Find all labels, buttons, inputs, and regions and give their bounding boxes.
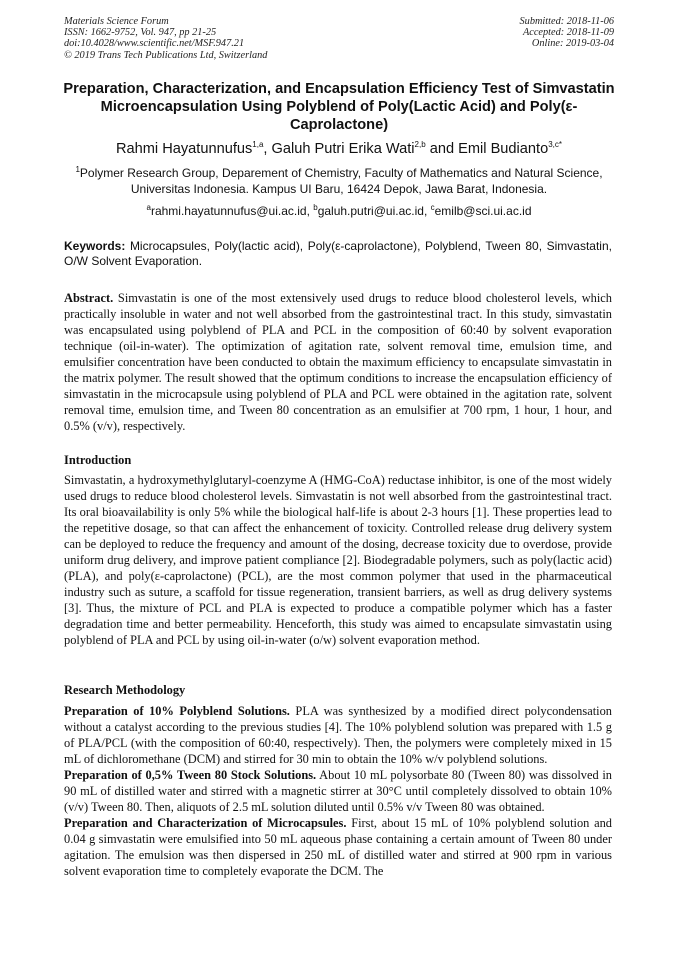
journal-info-line: Materials Science Forum bbox=[64, 16, 169, 27]
paragraph-lead: Preparation of 0,5% Tween 80 Stock Solutions. bbox=[64, 768, 317, 782]
abstract-label: Abstract. bbox=[64, 291, 114, 305]
journal-info bbox=[64, 16, 267, 61]
journal-info-line: doi:10.4028/www.scientific.net/MSF.947.21 bbox=[64, 38, 245, 50]
paragraph-lead: Preparation of 10% Polyblend Solutions. bbox=[64, 704, 290, 718]
paragraph-text: About 10 mL polysorbate 80 (Tween 80) was dissolved in 90 mL of distilled water and stirred with a magnetic stirrer at 30°C until completely dissolved to obtain 10% (v/v) Tween 80. Then, aliquots of 2.5 mL solution diluted until 0.5% v/v Tween 80 was obtained. bbox=[64, 768, 613, 814]
email-mark: b bbox=[313, 203, 318, 212]
abstract bbox=[64, 290, 612, 434]
affiliation-mark: 1 bbox=[75, 165, 80, 174]
methodology-heading: Research Methodology bbox=[64, 683, 186, 697]
paragraph-text: PLA was synthesized by a modified direct polycondensation without a catalyst according to the previous studies [4]. The 10% polyblend solution was prepared with 1.5 g of PLA/PCL (with the composition of 60:40, respectively). Then, the polymers were completely mixed in 15 mL of dichloromethane (DCM) and stirred for 30 min to obtain the 10% w/v polyblend solutions. bbox=[64, 704, 612, 766]
methodology-paragraph bbox=[64, 767, 612, 815]
submitted-date: Submitted: 2018-11-06 bbox=[519, 16, 614, 27]
methodology-body bbox=[64, 703, 612, 879]
email-separator: , bbox=[423, 204, 431, 218]
accepted-date: Accepted: 2018-11-09 bbox=[522, 27, 614, 39]
online-date: Online: 2019-03-04 bbox=[531, 38, 614, 50]
abstract-text: Simvastatin is one of the most extensively used drugs to reduce blood cholesterol levels, which practically insoluble in water and not well absorbed from the gastrointestinal tract. In this study, simvastatin was encapsulated using polyblend of PLA and PCL in the composition of 60:40 by solvent evaporation technique (oil-in-water). The optimization of agitation rate, solvent removal time, emulsion time, and emulsifier concentration have been conducted to obtain the maximum efficiency to encapsulate simvastatin in the matrix polymer. The result showed that the optimum conditions to increase the encapsulation efficiency of simvastatin in the microcapsule using polyblend of PLA and PCL were obtained in the agitation rate, solvent removal time, emulsion time, and Tween 80 concentration as an emulsifier at 700 rpm, 1 hour, 1 hour, and 0.5% (v/v), respectively. bbox=[64, 291, 612, 433]
author-separator: , bbox=[263, 141, 272, 157]
author-separator: and bbox=[425, 141, 459, 157]
paragraph-lead: Preparation and Characterization of Microcapsules. bbox=[64, 816, 347, 830]
affiliation-text: Polymer Research Group, Deparement of Chemistry, Faculty of Mathematics and Natural Science, Universitas Indonesia. Kampus UI Baru, 16424 Depok, Jawa Barat, Indonesia. bbox=[79, 166, 603, 196]
email-link[interactable]: galuh.putri@ui.ac.id bbox=[317, 204, 424, 218]
keywords-label: Keywords: bbox=[64, 239, 126, 253]
email-link[interactable]: rahmi.hayatunnufus@ui.ac.id bbox=[150, 204, 307, 218]
author-name: Rahmi Hayatunnufus bbox=[116, 141, 253, 157]
methodology-paragraph bbox=[64, 815, 612, 879]
keywords-text: Microcapsules, Poly(lactic acid), Poly(ε-caprolactone), Polyblend, Tween 80, Simvastatin, O/W Solvent Evaporation. bbox=[64, 239, 612, 268]
paragraph-text: First, about 15 mL of 10% polyblend solution and 0.04 g simvastatin were emulsified into 50 mL aqueous phase containing a certain amount of Tween 80 under agitation. The emulsion was then dispersed in 250 mL of distilled water and stirred at 900 rpm in various solvent evaporation time to completely evaporate the DCM. The bbox=[64, 816, 612, 878]
email-separator: , bbox=[306, 204, 314, 218]
email-mark: c bbox=[430, 203, 435, 212]
affiliation bbox=[60, 166, 618, 197]
author-emails bbox=[60, 204, 618, 219]
author-affil-mark: 1,a bbox=[252, 140, 264, 150]
email-mark: a bbox=[146, 203, 151, 212]
author-list bbox=[60, 140, 618, 158]
author-affil-mark: 2,b bbox=[414, 140, 426, 150]
keywords bbox=[64, 239, 612, 269]
journal-info-line: ISSN: 1662-9752, Vol. 947, pp 21-25 bbox=[64, 27, 217, 39]
author-name: Emil Budianto bbox=[458, 141, 549, 157]
introduction-heading: Introduction bbox=[64, 453, 132, 467]
submission-dates bbox=[520, 16, 614, 50]
email-link[interactable]: emilb@sci.ui.ac.id bbox=[434, 204, 532, 218]
author-affil-mark: 3,c* bbox=[548, 140, 562, 150]
author-name: Galuh Putri Erika Wati bbox=[271, 141, 415, 157]
introduction-text: Simvastatin, a hydroxymethylglutaryl-coenzyme A (HMG-CoA) reductase inhibitor, is one of the most widely used drugs to reduce blood cholesterol levels. Simvastatin is not well absorbed from the gastrointestinal tract. Its oral bioavailability is only 5% while the biological half-life is about 2-3 hours [1]. These properties lead to the repetitive dosage, so that can affect the enhancement of toxicity. Controlled release drug delivery system can be deployed to reduce the frequency and amount of the dosing, decrease toxicity due to overdose, provide uniform drug delivery, and improve patient compliance [2]. Biodegradable polymers, such as poly(lactic acid) (PLA), and poly(ε-caprolactone) (PCL), are the most common polymer that used in the pharmaceutical industry such as suture, a scaffold for tissue regeneration, transient barriers, as well as drug delivery systems [3]. Thus, the mixture of PCL and PLA is expected to produce a compatible polymer which has a faster degradation time and better permeability. Henceforth, this study was aimed to encapsulate simvastatin using polyblend of PLA and PCL by using oil-in-water (o/w) solvent evaporation method. bbox=[64, 473, 612, 647]
journal-info-line: © 2019 Trans Tech Publications Ltd, Switzerland bbox=[64, 49, 268, 61]
paper-title: Preparation, Characterization, and Encapsulation Efficiency Test of Simvastatin Microencapsulation Using Polyblend of Poly(Lactic Acid) and Poly(ε-Caprolactone) bbox=[63, 81, 615, 133]
methodology-paragraph bbox=[64, 703, 612, 767]
